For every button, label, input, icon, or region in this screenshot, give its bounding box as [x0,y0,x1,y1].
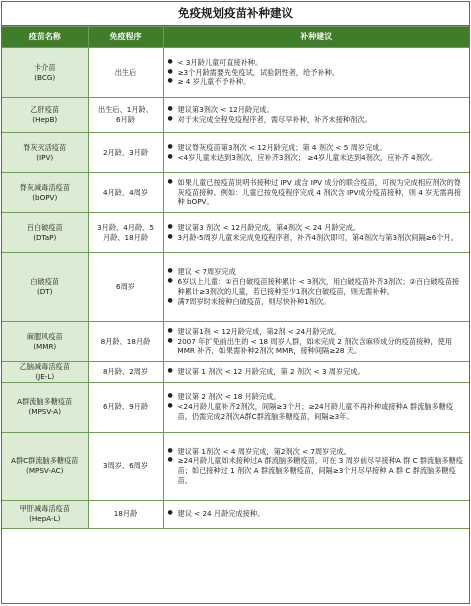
advice-list [167,58,467,88]
advice-item: ● ≥24月龄儿童如未接种过A 群流脑多糖疫苗，可在 3 周岁前尽早接种A 群 C 群流脑多糖疫苗；如已接种过 1 剂次 A 群流脑多糖疫苗，间隔≥3个月尽早接种 A 群 C 群流脑多糖疫苗。 [167,456,467,486]
advice-item: ● 如果儿童已按疫苗说明书接种过 IPV 或含 IPV 成分的联合疫苗，可视为完成相应剂次的脊灰疫苗接种。例如：儿童已按免疫程序完成 4 剂次含 IPV成分疫苗接种，则 4 岁无需再接种 bOPV。 [167,178,467,208]
vaccine-name-line: (DTaP) [33,232,57,242]
vaccine-name-line: (MMR) [33,341,57,351]
advice-list [167,143,467,163]
schedule-cell [88,432,163,500]
table-row [2,322,469,362]
table-row [2,173,469,213]
advice-item: ● 3月龄-5周岁儿童未完成免疫程序者，补齐4剂次即可，第4剂次与第3剂次间隔≥6个月。 [167,233,467,243]
advice-list [167,327,467,357]
advice-item: ● 6岁以上儿童：①百白破疫苗接种累计 < 3剂次，用白破疫苗补齐3剂次；②百白破疫苗接种累计≥3剂次的儿童，若已接种至少1剂次白破疫苗，则无需补种。 [167,277,467,297]
table-row [2,500,469,528]
table-title: 免疫规划疫苗补种建议 [2,2,469,26]
schedule-line: 3周岁、6周岁 [102,461,149,471]
schedule-line: 4月龄、4周岁 [102,187,149,197]
vaccine-name-line: 甲肝减毒活疫苗 [19,504,70,514]
vaccine-name-line: 乙肝疫苗 [30,105,60,115]
vaccine-name-line: (DT) [36,287,53,296]
schedule-cell [88,98,163,133]
schedule-cell [88,133,163,173]
advice-cell [163,98,469,133]
schedule-cell [88,213,163,253]
schedule-line: 18月龄 [113,509,138,519]
advice-item: ● 建议 < 24 月龄完成接种。 [167,509,467,519]
vaccine-name-line: A群流脑多糖疫苗 [17,397,73,407]
vaccine-name-line: (HepA-L) [29,514,61,524]
vaccine-grid [2,26,469,529]
advice-item: ● 建议第 1剂次 < 4 周岁完成，第2剂次 < 7周岁完成。 [167,447,467,457]
advice-list [167,105,467,125]
table-row [2,213,469,253]
schedule-line: 6月龄 [116,115,135,124]
vaccine-name-line: (HepB) [32,115,58,124]
advice-list [167,223,467,243]
schedule-cell [88,322,163,362]
header-advice: 补种建议 [163,27,469,48]
table-row [2,432,469,500]
schedule-line: 8月龄、2周岁 [102,366,149,376]
schedule-cell [88,48,163,98]
advice-cell [163,382,469,432]
advice-item: ● ≥3个月龄需要先免疫试，试验阴性者，给予补种。 [167,68,467,78]
schedule-line: 8月龄、18月龄 [100,336,151,346]
vaccine-catchup-table [1,1,470,604]
advice-cell [163,362,469,383]
vaccine-name-cell [2,362,88,383]
advice-cell [163,432,469,500]
schedule-cell [88,500,163,528]
advice-list [167,447,467,487]
vaccine-name-cell [2,98,88,133]
vaccine-name-line: (JE-L) [35,371,55,381]
table-row [2,133,469,173]
table-body [2,48,469,529]
schedule-cell [88,382,163,432]
advice-list [167,367,467,377]
vaccine-name-line: 乙脑减毒活疫苗 [19,362,70,371]
schedule-line: 2月龄、3月龄 [102,147,149,157]
advice-item: ● ≥ 4 岁儿童不予补种。 [167,77,467,87]
advice-list [167,509,467,519]
advice-cell [163,48,469,98]
vaccine-name-line: 卡介苗 [33,62,56,72]
schedule-line: 3月龄、4月龄、5 [97,222,154,232]
advice-item: ● 满7周岁时未接种白破疫苗，则尽快补种1剂次。 [167,297,467,307]
vaccine-name-line: 脊灰减毒活疫苗 [19,182,70,192]
table-row [2,382,469,432]
advice-cell [163,213,469,253]
vaccine-name-line: 麻腮风疫苗 [26,331,63,341]
schedule-line: 月龄、18月龄 [102,232,149,242]
advice-item: ● 建议第 1 剂次 < 12 月龄完成，第 2 剂次 < 3 周岁完成。 [167,367,467,377]
schedule-cell [88,362,163,383]
header-row [2,27,469,48]
advice-item: ● <4岁儿童未达到3剂次，应补齐3剂次； ≥4岁儿童未达到4剂次，应补齐 4剂次。 [167,153,467,163]
advice-item: ● 2007 年扩免前出生的 < 18 周岁人群，如未完成 2 剂次含麻疹成分的疫苗接种，使用MMR 补齐，如果需补种2剂次 MMR，接种间隔≥28 天。 [167,337,467,357]
schedule-cell [88,253,163,322]
advice-item: ● 建议第3 剂次 < 12月龄完成，第4剂次 < 24 月龄完成。 [167,223,467,233]
vaccine-name-line: (IPV) [36,152,54,162]
table-row [2,362,469,383]
vaccine-name-cell [2,322,88,362]
header-vaccine-name: 疫苗名称 [2,27,88,48]
vaccine-name-cell [2,213,88,253]
vaccine-name-line: (bOPV) [32,192,58,202]
advice-list [167,392,467,422]
table-row [2,48,469,98]
schedule-line: 出生后 [114,67,137,77]
vaccine-name-line: (BCG) [34,72,56,82]
advice-cell [163,133,469,173]
schedule-line: 6周岁 [116,282,135,292]
advice-cell [163,322,469,362]
vaccine-name-cell [2,173,88,213]
advice-list [167,178,467,208]
schedule-cell [88,173,163,213]
advice-item: ● <24月龄儿童补齐2剂次，间隔≥3个月；≥24月龄儿童不再补种或接种A 群流脑多糖疫苗，仍需完成2剂次A群C群流脑多糖疫苗，间隔≥3年。 [167,402,467,422]
vaccine-name-cell [2,500,88,528]
advice-item: ● 建议第 2 剂次 < 18 月龄完成。 [167,392,467,402]
advice-item: ● 建议脊灰疫苗第3剂次 < 12月龄完成；第 4 剂次 < 5 周岁完成。 [167,143,467,153]
vaccine-name-line: A群C群流脑多糖疫苗 [11,456,79,466]
advice-item: ● 建议第3剂次 < 12月龄完成。 [167,105,467,115]
advice-cell [163,500,469,528]
vaccine-name-cell [2,48,88,98]
vaccine-name-line: 脊灰灭活疫苗 [23,142,67,152]
table-row [2,253,469,322]
advice-item: ● 建议第1剂 < 12月龄完成，第2剂 < 24月龄完成。 [167,327,467,337]
vaccine-name-cell [2,382,88,432]
advice-item: ● 对于未完成全程免疫程序者，需尽早补种，补齐未接种剂次。 [167,115,467,125]
vaccine-name-line: (MPSV-AC) [26,466,64,476]
advice-cell [163,173,469,213]
advice-list [167,267,467,307]
vaccine-name-line: (MPSV-A) [28,407,62,417]
advice-item: ● 建议 < 7周岁完成 [167,267,467,277]
schedule-line: 6月龄、9月龄 [102,402,149,412]
header-schedule: 免疫程序 [88,27,163,48]
vaccine-name-line: 百白破疫苗 [26,222,63,232]
vaccine-name-cell [2,432,88,500]
schedule-line: 出生后、1月龄、 [98,105,153,115]
table-row [2,98,469,133]
vaccine-name-cell [2,133,88,173]
advice-item: ● < 3月龄儿童可直接补种。 [167,58,467,68]
vaccine-name-line: 白破疫苗 [30,277,60,287]
advice-cell [163,253,469,322]
vaccine-name-cell [2,253,88,322]
